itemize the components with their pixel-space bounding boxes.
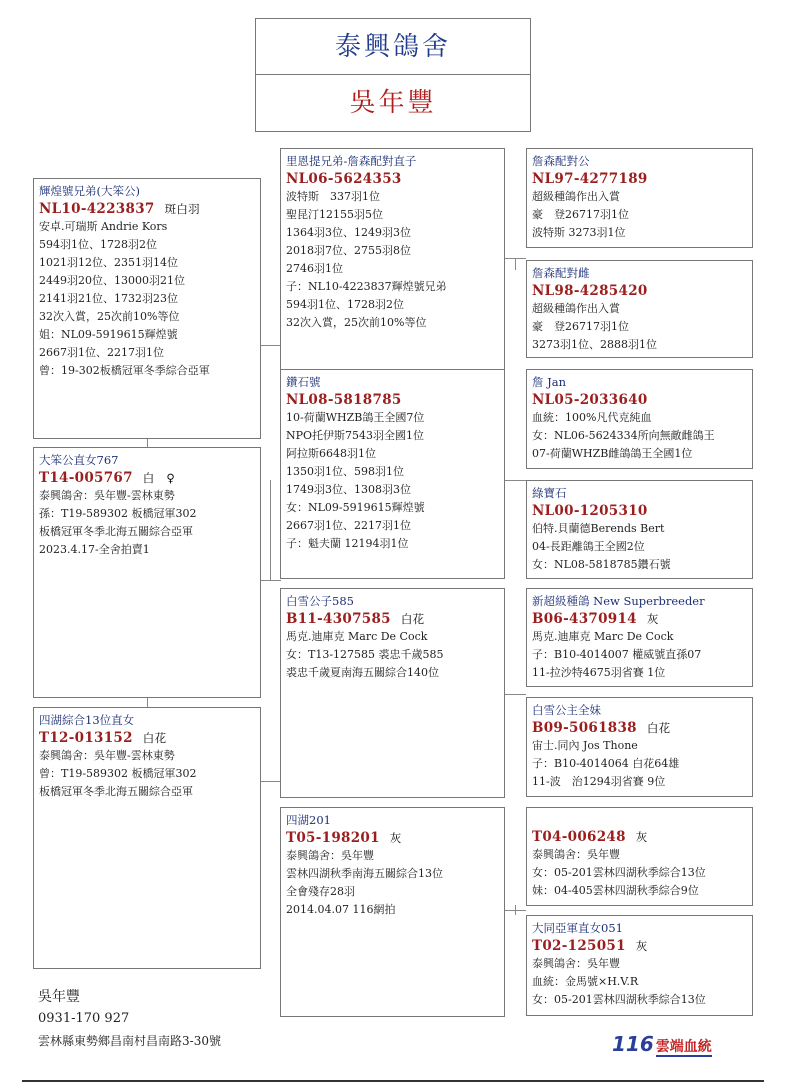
connector: [260, 781, 281, 782]
pigeon-info-line: 女：NL06-5624334所向無敵雌鴿王: [532, 429, 715, 442]
pigeon-color: 白花: [646, 721, 671, 735]
pigeon-info-line: 泰興鴿舍：吳年豐: [532, 848, 620, 861]
ring-number: NL05-2033640: [532, 392, 648, 408]
pigeon-color: 白花: [400, 612, 425, 626]
pigeon-info-line: 板橋冠軍冬季北海五關綜合亞軍: [39, 785, 193, 798]
ring-number: B09-5061838 白花: [532, 720, 671, 736]
pigeon-info-line: 3273羽1位、2888羽1位: [532, 338, 657, 351]
pigeon-color: 灰: [635, 830, 648, 844]
pigeon-card-ddd-sire: [526, 807, 753, 906]
pigeon-name: 鑽石號: [286, 375, 321, 389]
connector: [260, 580, 281, 581]
pigeon-name: 新超級種鴿 New Superbreeder: [532, 594, 705, 608]
pigeon-info-line: NPO托伊斯7543羽全國1位: [286, 429, 425, 442]
pigeon-color: 灰: [389, 831, 402, 845]
pigeon-card-sire: [33, 178, 261, 439]
pigeon-color: 斑白羽: [164, 202, 200, 216]
ring-number: NL98-4285420: [532, 283, 648, 299]
pigeon-info-line: 波特斯 3273羽1位: [532, 226, 626, 239]
pigeon-info-line: 子：B10-4014064 白花64雄: [532, 757, 680, 770]
connector: [147, 438, 148, 447]
pigeon-color: 灰: [646, 612, 659, 626]
pigeon-info-line: 子：魁夫蘭 12194羽1位: [286, 537, 409, 550]
pigeon-name: 四湖綜合13位直女: [39, 713, 135, 727]
ring-number: NL10-4223837 斑白羽: [39, 201, 200, 217]
pigeon-info-line: 姐：NL09-5919615輝煌號: [39, 328, 178, 341]
pigeon-info-line: 泰興鴿舍：吳年豐: [286, 849, 374, 862]
pigeon-info-line: 波特斯 337羽1位: [286, 190, 380, 203]
pigeon-card-pss: [526, 148, 753, 248]
pigeon-info-line: 曾：T19-589302 板橋冠軍302: [39, 767, 197, 780]
pigeon-info-line: 裘忠千歲夏南海五關綜合140位: [286, 666, 439, 679]
pigeon-info-line: 女：NL09-5919615輝煌號: [286, 501, 425, 514]
pigeon-color: 白 ♀: [142, 471, 176, 485]
pigeon-info-line: 07-荷蘭WHZB雌鴿鴿王全國1位: [532, 447, 693, 460]
pigeon-info-line: 全會殘存28羽: [286, 885, 355, 898]
logo-number: 116: [612, 1032, 654, 1056]
pigeon-info-line: 泰興鴿舍：吳年豐-雲林東勢: [39, 749, 175, 762]
pigeon-card-dss: [526, 588, 753, 687]
pigeon-info-line: 豪 登26717羽1位: [532, 320, 629, 333]
ring-number: T04-006248 灰: [532, 829, 648, 845]
pigeon-info-line: 32次入賞，25次前10%等位: [39, 310, 180, 323]
pigeon-info-line: 女：05-201雲林四湖秋季綜合13位: [532, 866, 706, 879]
pigeon-card-dam-dam: [33, 707, 261, 969]
pigeon-info-line: 超級種鴿作出入賞: [532, 302, 620, 315]
bottom-divider: [22, 1080, 764, 1082]
pigeon-info-line: 妹：04-405雲林四湖秋季綜合9位: [532, 884, 699, 897]
ring-number: NL06-5624353: [286, 171, 402, 187]
pigeon-info-line: 血統：100%凡代克純血: [532, 411, 652, 424]
pigeon-name: 白雪公主全妹: [532, 703, 601, 717]
pigeon-card-dam: [33, 447, 261, 698]
ring-number: T14-005767 白 ♀: [39, 470, 176, 486]
pigeon-name: 四湖201: [286, 813, 331, 827]
pigeon-info-line: 1749羽3位、1308羽3位: [286, 483, 411, 496]
pigeon-info-line: 11-波 治1294羽省賽 9位: [532, 775, 666, 788]
ring-number: B06-4370914 灰: [532, 611, 659, 627]
pigeon-info-line: 曾：19-302板橋冠軍冬季綜合亞軍: [39, 364, 210, 377]
pigeon-info-line: 2667羽1位、2217羽1位: [286, 519, 411, 532]
pigeon-card-sire-dam: [280, 369, 505, 579]
pigeon-info-line: 594羽1位、1728羽2位: [286, 298, 404, 311]
pigeon-info-line: 馬克.迪庫克 Marc De Cock: [532, 630, 674, 643]
pigeon-info-line: 安卓.可瑞斯 Andrie Kors: [39, 220, 168, 233]
pigeon-info-line: 2014.04.07 116網拍: [286, 903, 396, 916]
pigeon-info-line: 女：NL08-5818785鑽石號: [532, 558, 671, 571]
ring-number: NL97-4277189: [532, 171, 648, 187]
pigeon-info-line: 血統：金馬號×H.V.R: [532, 975, 639, 988]
ring-number: T05-198201 灰: [286, 830, 402, 846]
loft-title: 泰興鴿舍: [255, 18, 531, 75]
pigeon-name: 白雪公子585: [286, 594, 354, 608]
pigeon-info-line: 女：05-201雲林四湖秋季綜合13位: [532, 993, 706, 1006]
pigeon-info-line: 子：NL10-4223837輝煌號兄弟: [286, 280, 447, 293]
pigeon-info-line: 2746羽1位: [286, 262, 343, 275]
pigeon-name: 里恩提兄弟-詹森配對直子: [286, 154, 417, 168]
owner-name: 吳年豐: [38, 989, 80, 1005]
owner-title: 吳年豐: [255, 74, 531, 132]
logo-text: 雲端血統: [655, 1039, 712, 1055]
pigeon-name: 詹森配對雌: [532, 266, 590, 280]
pigeon-name: 大笨公直女767: [39, 453, 119, 467]
ring-number: B11-4307585 白花: [286, 611, 425, 627]
pigeon-info-line: 2018羽7位、2755羽8位: [286, 244, 411, 257]
ring-number: T12-013152 白花: [39, 730, 167, 746]
pigeon-info-line: 2023.4.17-全舍拍賣1: [39, 543, 150, 556]
pigeon-name: 輝煌號兄弟(大笨公): [39, 184, 140, 198]
connector: [515, 258, 516, 270]
pigeon-info-line: 32次入賞，25次前10%等位: [286, 316, 427, 329]
pigeon-info-line: 2667羽1位、2217羽1位: [39, 346, 164, 359]
pigeon-info-line: 子：B10-4014007 權威號直孫07: [532, 648, 702, 661]
pigeon-color: 灰: [635, 939, 648, 953]
ring-number: NL08-5818785: [286, 392, 402, 408]
pigeon-name: 詹 Jan: [532, 375, 567, 389]
pigeon-color: 白花: [142, 731, 167, 745]
ring-number: NL00-1205310: [532, 503, 648, 519]
connector: [270, 480, 271, 580]
pigeon-info-line: 伯特.貝蘭德Berends Bert: [532, 522, 665, 535]
pigeon-info-line: 泰興鴿舍：吳年豐-雲林東勢: [39, 489, 175, 502]
pigeon-info-line: 11-拉沙特4675羽省賽 1位: [532, 666, 666, 679]
pigeon-info-line: 馬克.迪庫克 Marc De Cock: [286, 630, 428, 643]
owner-phone: 0931-170 927: [38, 1011, 130, 1026]
pigeon-info-line: 宙士.同內 Jos Thone: [532, 739, 638, 752]
ring-number: T02-125051 灰: [532, 938, 648, 954]
owner-info: [38, 986, 221, 1052]
pigeon-info-line: 594羽1位、1728羽2位: [39, 238, 157, 251]
pigeon-name: 詹森配對公: [532, 154, 590, 168]
pigeon-info-line: 10-荷蘭WHZB鴿王全國7位: [286, 411, 425, 424]
pigeon-info-line: 板橋冠軍冬季北海五關綜合亞軍: [39, 525, 193, 538]
pigeon-info-line: 1021羽12位、2351羽14位: [39, 256, 178, 269]
pigeon-info-line: 超級種鴿作出入賞: [532, 190, 620, 203]
pigeon-card-ddd-dam: [526, 915, 753, 1016]
connector: [147, 697, 148, 707]
pigeon-info-line: 2141羽21位、1732羽23位: [39, 292, 178, 305]
pigeon-info-line: 孫：T19-589302 板橋冠軍302: [39, 507, 197, 520]
pigeon-info-line: 泰興鴿舍：吳年豐: [532, 957, 620, 970]
pigeon-info-line: 1364羽3位、1249羽3位: [286, 226, 411, 239]
connector: [515, 905, 516, 915]
connector: [260, 345, 281, 346]
pigeon-card-dam-sire: [280, 588, 505, 798]
pigeon-info-line: 1350羽1位、598羽1位: [286, 465, 404, 478]
pigeon-card-sire-sire: [280, 148, 505, 370]
pigeon-card-dam-dam-sire: [280, 807, 505, 1017]
pigeon-info-line: 阿拉斯6648羽1位: [286, 447, 376, 460]
pigeon-name: 綠寶石: [532, 486, 567, 500]
pigeon-info-line: 女：T13-127585 裘忠千歲585: [286, 648, 444, 661]
pigeon-card-pds: [526, 369, 753, 469]
pigeon-info-line: 2449羽20位、13000羽21位: [39, 274, 185, 287]
owner-address: 雲林縣東勢鄉昌南村昌南路3-30號: [38, 1034, 221, 1048]
brand-logo: [612, 1032, 712, 1056]
pigeon-info-line: 豪 登26717羽1位: [532, 208, 629, 221]
connector: [504, 694, 526, 695]
pigeon-card-psd: [526, 260, 753, 358]
pigeon-info-line: 04-長距離鴿王全國2位: [532, 540, 645, 553]
connector: [504, 480, 526, 481]
pigeon-name: 大同亞軍直女051: [532, 921, 623, 935]
pigeon-card-pdd: [526, 480, 753, 579]
pigeon-info-line: 聖昆汀12155羽5位: [286, 208, 383, 221]
pigeon-info-line: 雲林四湖秋季南海五關綜合13位: [286, 867, 443, 880]
pigeon-card-dsd: [526, 697, 753, 797]
